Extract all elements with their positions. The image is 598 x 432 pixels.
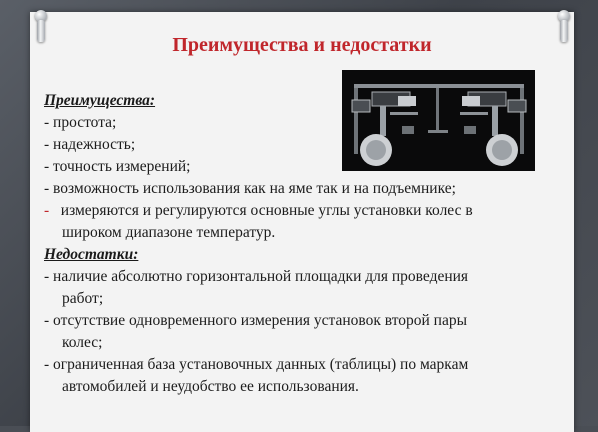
bullet-dash: - [44, 202, 50, 219]
list-item [44, 200, 544, 244]
list-item [44, 354, 544, 398]
list-item: - надежность; [44, 136, 136, 153]
list-item-text: - ограниченная база установочных данных (таблицы) по маркам [44, 356, 469, 373]
slide-content [44, 90, 544, 398]
disadvantages-heading: Недостатки: [44, 246, 139, 263]
list-item-text: измеряются и регулируются основные углы установки колес в [60, 202, 473, 219]
list-item: - простота; [44, 114, 117, 131]
list-item [44, 310, 544, 354]
list-item-continuation: широком диапазоне температур. [62, 224, 276, 241]
list-item-text: - отсутствие одновременного измерения установок второй пары [44, 312, 468, 329]
list-item-continuation: автомобилей и неудобство ее использования. [62, 378, 359, 395]
list-item: - точность измерений; [44, 158, 191, 175]
list-item-continuation: работ; [62, 290, 104, 307]
slide-title: Преимущества и недостатки [172, 34, 432, 56]
list-item: - возможность использования как на яме так и на подъемнике; [44, 180, 456, 197]
advantages-heading: Преимущества: [44, 92, 156, 109]
list-item-continuation: колес; [62, 334, 103, 351]
list-item-text: - наличие абсолютно горизонтальной площадки для проведения [44, 268, 469, 285]
list-item [44, 266, 544, 310]
